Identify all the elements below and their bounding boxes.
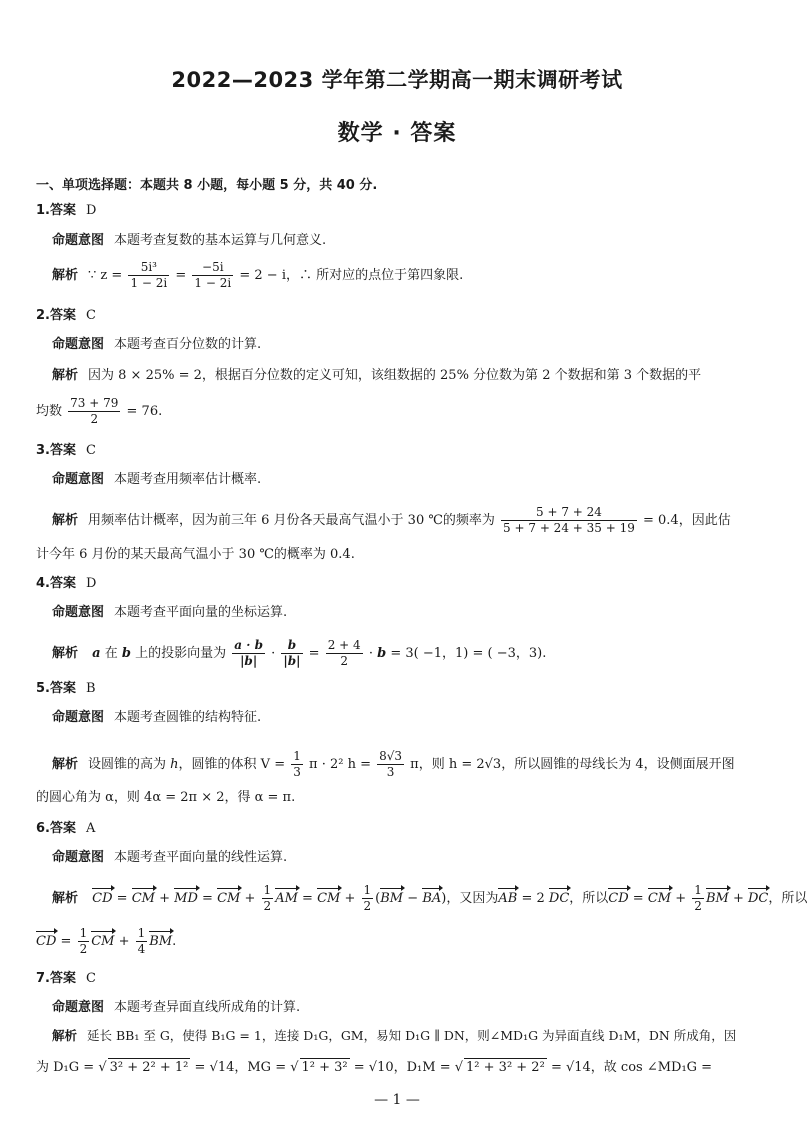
q3-intent: 命题意图 本题考查用频率估计概率. xyxy=(52,472,262,487)
exam-subtitle: 数学 · 答案 xyxy=(337,121,457,146)
q3-answer: C xyxy=(86,443,96,458)
q5-intent: 命题意图 本题考查圆锥的结构特征. xyxy=(52,710,262,725)
q6-analysis: 解析 CD = CM + MD = CM + $\frac{1}{2}$ AM = CM + $\frac{1}{2}$ (BM − BA)，又因为AB = 2 DC，所以CD = CM + $\frac{1}{2}$ BM + DC，所以 xyxy=(52,883,807,913)
q7-intent: 命题意图 本题考查异面直线所成角的计算. xyxy=(52,1000,301,1015)
q6-analysis-cont: CD = $\frac{1}{2}$ CM + $\frac{1}{4}$ BM. xyxy=(36,926,177,956)
q5-analysis-cont: 的圆心角为 α，则 4α = 2π × 2，得 α = π. xyxy=(36,790,296,805)
q7-analysis-cont: 为 D₁G = √ 3² + 2² + 1² = √14，MG = √ 1² + 3² = √10，D₁M = √ 1² + 3² + 2² = √14，故 cos ∠MD₁G = xyxy=(36,1060,713,1075)
q5-answer-line: 5.答案 B xyxy=(36,681,96,696)
q6-intent: 命题意图 本题考查平面向量的线性运算. xyxy=(52,850,288,865)
q2-answer: C xyxy=(86,308,96,323)
q2-analysis-cont: 均数 $\frac{73 + 79}{2}$ = 76. xyxy=(36,396,163,426)
page-number: — 1 — xyxy=(374,1092,420,1108)
q7-answer-line: 7.答案 C xyxy=(36,971,96,986)
q2-intent: 命题意图 本题考查百分位数的计算. xyxy=(52,337,262,352)
q6-answer-line: 6.答案 A xyxy=(36,821,96,836)
q3-analysis: 解析 用频率估计概率，因为前三年 6 月份各天最高气温小于 30 ℃的频率为 $\frac{5 + 7 + 24}{5 + 7 + 24 + 35 + 19}$ = 0.4，因此估 xyxy=(52,505,731,535)
q4-answer: D xyxy=(86,576,97,591)
section-heading: 一、单项选择题：本题共 8 小题，每小题 5 分，共 40 分. xyxy=(36,178,378,193)
q6-answer: A xyxy=(86,821,96,836)
q3-answer-line: 3.答案 C xyxy=(36,443,96,458)
q7-analysis: 解析 延长 BB₁ 至 G，使得 B₁G = 1，连接 D₁G，GM，易知 D₁G ∥ DN，则∠MD₁G 为异面直线 D₁M，DN 所成角，因 xyxy=(52,1028,737,1043)
q4-answer-line: 4.答案 D xyxy=(36,576,97,591)
q3-analysis-cont: 计今年 6 月份的某天最高气温小于 30 ℃的概率为 0.4. xyxy=(36,547,355,562)
q7-answer: C xyxy=(86,971,96,986)
exam-title: 2022—2023 学年第二学期高一期末调研考试 xyxy=(171,68,623,92)
q4-intent: 命题意图 本题考查平面向量的坐标运算. xyxy=(52,605,288,620)
q1-intent: 命题意图 本题考查复数的基本运算与几何意义. xyxy=(52,233,327,248)
q4-analysis: 解析 a 在 b 上的投影向量为 $\frac{a \cdot b}{|b|}$ · $\frac{b}{|b|}$ = $\frac{2 + 4}{2}$ · b = 3( −1，1) = ( −3，3). xyxy=(52,638,547,668)
q2-analysis: 解析 因为 8 × 25% = 2，根据百分位数的定义可知，该组数据的 25% 分位数为第 2 个数据和第 3 个数据的平 xyxy=(52,368,702,383)
q1-analysis: 解析 ∵ z = $\frac{\text{5i³}}{1 - 2i}$ = $\frac{-5i}{1 - 2i}$ = 2 − i，∴ 所对应的点位于第四象限. xyxy=(52,260,464,290)
q5-answer: B xyxy=(86,681,96,696)
q5-analysis: 解析 设圆锥的高为 h，圆锥的体积 V = $\frac{1}{3}$ π · 2² h = $\frac{8√3}{3}$ π，则 h = 2√3，所以圆锥的母线长为 4，设侧面展开图 xyxy=(52,749,735,779)
q2-answer-line: 2.答案 C xyxy=(36,308,96,323)
q1-answer-line: 1.答案 D xyxy=(36,203,97,218)
q1-answer: D xyxy=(86,203,97,218)
